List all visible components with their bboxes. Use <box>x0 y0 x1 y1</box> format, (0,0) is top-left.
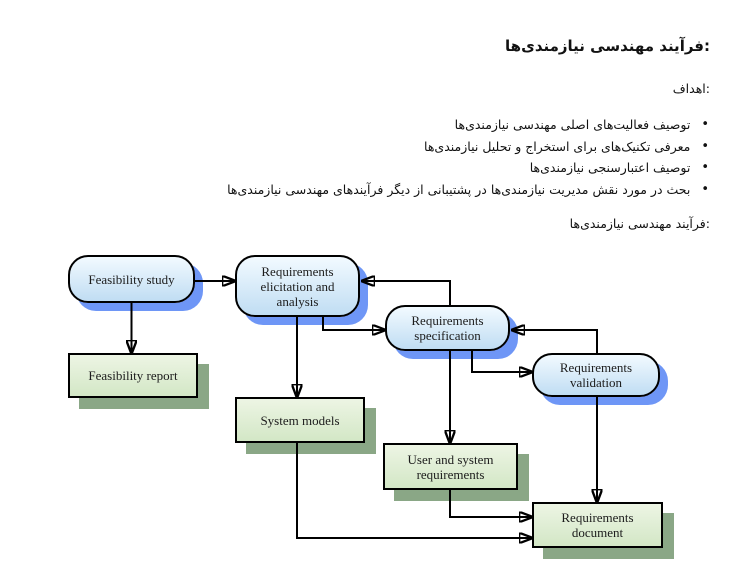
arrow-specification-to-elicitation <box>362 281 450 305</box>
bullet-icon: • <box>701 117 709 132</box>
objectives-heading: اهداف: <box>672 81 710 96</box>
diagram-caption: فرآیند مهندسی نیازمندی‌ها: <box>569 216 710 231</box>
objective-text: معرفی تکنیک‌های برای استخراج و تحلیل نیازمندی‌ها <box>424 138 691 154</box>
node-label: Feasibility report <box>88 368 178 383</box>
node-label: Requirements elicitation and analysis <box>260 263 335 309</box>
node-requirements-document <box>532 502 663 548</box>
node-label: System models <box>260 412 340 428</box>
node-requirements-elicitation <box>235 255 360 317</box>
node-requirements-specification <box>385 305 510 351</box>
node-label: Requirements document <box>561 510 634 540</box>
arrow-elicitation-to-specification <box>323 317 385 330</box>
node-label: Requirements specification <box>411 313 484 343</box>
node-system-models <box>235 397 365 443</box>
bullet-icon: • <box>701 181 709 197</box>
arrow-validation-to-specification <box>512 330 597 353</box>
node-user-system-requirements <box>383 443 518 490</box>
node-feasibility-report <box>68 353 198 398</box>
node-label: Feasibility study <box>88 271 175 287</box>
arrow-user-requirements-to-document <box>450 490 532 517</box>
bullet-icon: • <box>701 138 709 154</box>
arrow-specification-to-validation <box>472 351 532 372</box>
node-requirements-validation <box>532 353 660 397</box>
objective-text: توصیف اعتبارسنجی نیازمندی‌ها <box>529 160 691 175</box>
node-feasibility-study <box>68 255 195 303</box>
bullet-icon: • <box>701 160 709 175</box>
node-label: User and system requirements <box>407 451 494 482</box>
node-label: Requirements validation <box>559 360 633 390</box>
page-title: فرآیند مهندسی نیازمندی‌ها: <box>505 37 710 55</box>
objective-text: بحث در مورد نقش مدیریت نیازمندی‌ها در پشتیبانی از دیگر فرآیندهای مهندسی نیازمندی‌ها <box>227 181 691 197</box>
objective-text: توصیف فعالیت‌های اصلی مهندسی نیازمندی‌ها <box>454 117 691 132</box>
